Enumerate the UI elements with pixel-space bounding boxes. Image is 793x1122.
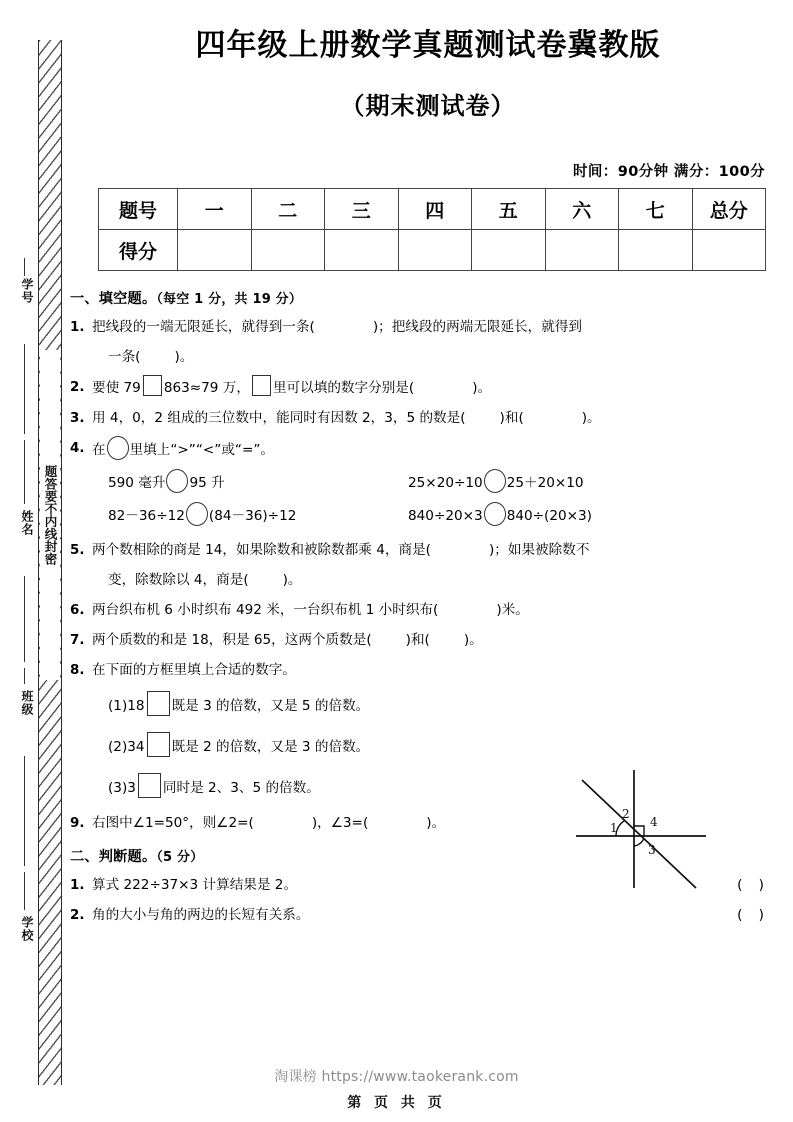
section2-title: 二、判断题。 [70,849,157,865]
question-4-b: 里填上“>”“<”或“=”。 [129,442,274,458]
question-4 [70,436,770,463]
seal-vertical-text: 题答要不内线封密 [40,350,60,680]
question-3-number: 3. [70,411,85,426]
table-row-header [99,189,766,230]
question-5-line1a: 两个数相除的商是 14，如果除数和被除数都乘 4，商是( [92,542,431,558]
question-8 [70,658,770,683]
question-1-line1a: 把线段的一端无限延长，就得到一条( [92,319,315,335]
judge-1-text: 算式 222÷37×3 计算结果是 2。 [92,877,298,893]
question-2-b: 863≈79 万， [163,380,250,396]
question-8-sub-2 [70,729,770,765]
page-number-label: 第 页 共 页 [347,1095,446,1111]
score-table-label-number: 题号 [99,189,178,230]
question-3 [70,406,770,431]
score-cell-5[interactable] [472,230,546,271]
score-col-1: 一 [178,189,252,230]
question-1-cont [70,345,770,370]
watermark-text: 淘课榜 https://www.taokerank.com [274,1069,519,1085]
judge-1-answer-blank[interactable]: ( ) [737,877,770,893]
score-cell-2[interactable] [251,230,325,271]
question-4-compare-row-2 [70,502,770,529]
question-4-number: 4. [70,441,85,456]
question-7 [70,628,770,653]
question-1 [70,315,770,340]
question-8-3-tail: 同时是 2、3、5 的倍数。 [162,780,320,796]
question-1-number: 1. [70,320,85,335]
field-rule-5 [24,668,25,684]
score-table-label-score: 得分 [99,230,178,271]
question-6-b: )米。 [496,602,529,618]
compare-item-2 [408,469,584,496]
question-5-line1b: )；如果被除数不 [488,542,590,558]
score-table [98,188,766,271]
square-box-icon[interactable] [138,773,161,798]
question-9-c: )。 [426,815,446,831]
question-9-a: 右图中∠1=50°，则∠2=( [92,815,254,831]
question-3-b: )和( [499,410,524,426]
score-cell-7[interactable] [619,230,693,271]
question-5-cont [70,568,770,593]
score-col-5: 五 [472,189,546,230]
question-8-1-tail: 既是 3 的倍数，又是 5 的倍数。 [171,698,370,714]
field-label-name: 姓名 [20,510,34,536]
question-2-a: 要使 79 [92,380,141,396]
question-6-number: 6. [70,603,85,618]
judge-question-2 [70,903,770,928]
question-5-line2b: )。 [282,572,302,588]
question-4-a: 在 [92,442,106,458]
question-8-3-label: (3)3 [108,780,136,796]
score-cell-4[interactable] [398,230,472,271]
square-box-icon[interactable] [147,691,170,716]
question-8-1-label: (1)18 [108,698,145,714]
compare-item-3 [108,502,408,529]
field-rule-4 [24,576,25,662]
field-rule-2 [24,344,25,434]
score-cell-total[interactable] [692,230,766,271]
score-cell-1[interactable] [178,230,252,271]
question-8-2-tail: 既是 2 的倍数，又是 3 的倍数。 [171,739,370,755]
compare-item-4 [408,502,592,529]
judge-2-text: 角的大小与角的两边的长短有关系。 [92,907,310,923]
score-cell-6[interactable] [545,230,619,271]
field-rule-1 [24,258,25,276]
field-label-school: 学校 [20,916,34,942]
question-2-number: 2. [70,380,85,395]
question-2 [70,375,770,401]
question-8-number: 8. [70,663,85,678]
square-box-icon[interactable] [147,732,170,757]
question-5-number: 5. [70,543,85,558]
circle-blank-icon[interactable] [186,502,208,526]
question-2-c: 里可以填的数字分别是( [272,380,415,396]
compare-4-left: 840÷20×3 [408,508,483,524]
score-col-3: 三 [325,189,399,230]
question-3-a: 用 4，0，2 组成的三位数中，能同时有因数 2，3，5 的数是( [92,410,466,426]
question-2-d: )。 [472,380,492,396]
question-7-b: )和( [405,632,430,648]
judge-2-answer-blank[interactable]: ( ) [737,907,770,923]
question-8-a: 在下面的方框里填上合适的数字。 [92,662,296,678]
question-7-number: 7. [70,633,85,648]
page-title: 四年级上册数学真题测试卷冀教版 [195,28,661,63]
question-9-number: 9. [70,816,85,831]
score-col-2: 二 [251,189,325,230]
compare-2-left: 25×20÷10 [408,475,483,491]
circle-blank-icon[interactable] [107,436,129,460]
question-1-line2a: 一条( [108,349,141,365]
compare-4-right: 840÷(20×3) [506,508,592,524]
field-rule-7 [24,872,25,910]
score-col-6: 六 [545,189,619,230]
compare-3-right: (84－36)÷12 [208,508,297,524]
exam-meta: 时间：90分钟 满分：100分 [573,164,765,180]
field-rule-6 [24,756,25,866]
compare-2-right: 25＋20×10 [506,475,584,491]
question-1-line2b: )。 [174,349,194,365]
judge-1-number: 1. [70,878,85,893]
score-cell-3[interactable] [325,230,399,271]
compare-item-1 [108,469,408,496]
compare-1-right: 95 升 [189,475,225,491]
judge-2-number: 2. [70,908,85,923]
score-col-total: 总分 [692,189,766,230]
angle-label-3: 3 [648,843,656,857]
question-8-sub-1 [70,688,770,724]
square-box-icon[interactable] [252,375,271,396]
question-9-b: )，∠3=( [311,815,369,831]
question-4-compare-row-1 [70,469,770,496]
question-3-c: )。 [581,410,601,426]
table-row-scores [99,230,766,271]
score-col-7: 七 [619,189,693,230]
score-col-4: 四 [398,189,472,230]
question-7-a: 两个质数的和是 18，积是 65，这两个质数是( [92,632,372,648]
circle-blank-icon[interactable] [166,469,188,493]
question-6 [70,598,770,623]
question-7-c: )。 [463,632,483,648]
circle-blank-icon[interactable] [484,469,506,493]
question-6-a: 两台织布机 6 小时织布 492 米，一台织布机 1 小时织布( [92,602,439,618]
section1-points: （每空 1 分，共 19 分） [156,292,303,307]
angle-figure-svg [572,762,772,890]
question-5 [70,538,770,563]
angle-figure [572,762,772,890]
question-8-2-label: (2)34 [108,739,145,755]
compare-3-left: 82－36÷12 [108,508,185,524]
circle-blank-icon[interactable] [484,502,506,526]
angle-label-4: 4 [650,815,658,829]
angle-label-2: 2 [622,807,630,821]
angle-label-1: 1 [610,821,618,835]
section2-points: （5 分） [156,850,204,865]
field-label-class: 班级 [20,690,34,716]
question-1-line1b: )；把线段的两端无限延长，就得到 [372,319,583,335]
field-label-student-number: 学号 [20,278,34,304]
section-heading-fill-blank [70,288,770,308]
section1-title: 一、填空题。 [70,291,157,307]
field-rule-3 [24,440,25,504]
page-subtitle: （期末测试卷） [340,92,516,120]
question-5-line2a: 变，除数除以 4，商是( [108,572,249,588]
square-box-icon[interactable] [143,375,162,396]
compare-1-left: 590 毫升 [108,475,166,491]
